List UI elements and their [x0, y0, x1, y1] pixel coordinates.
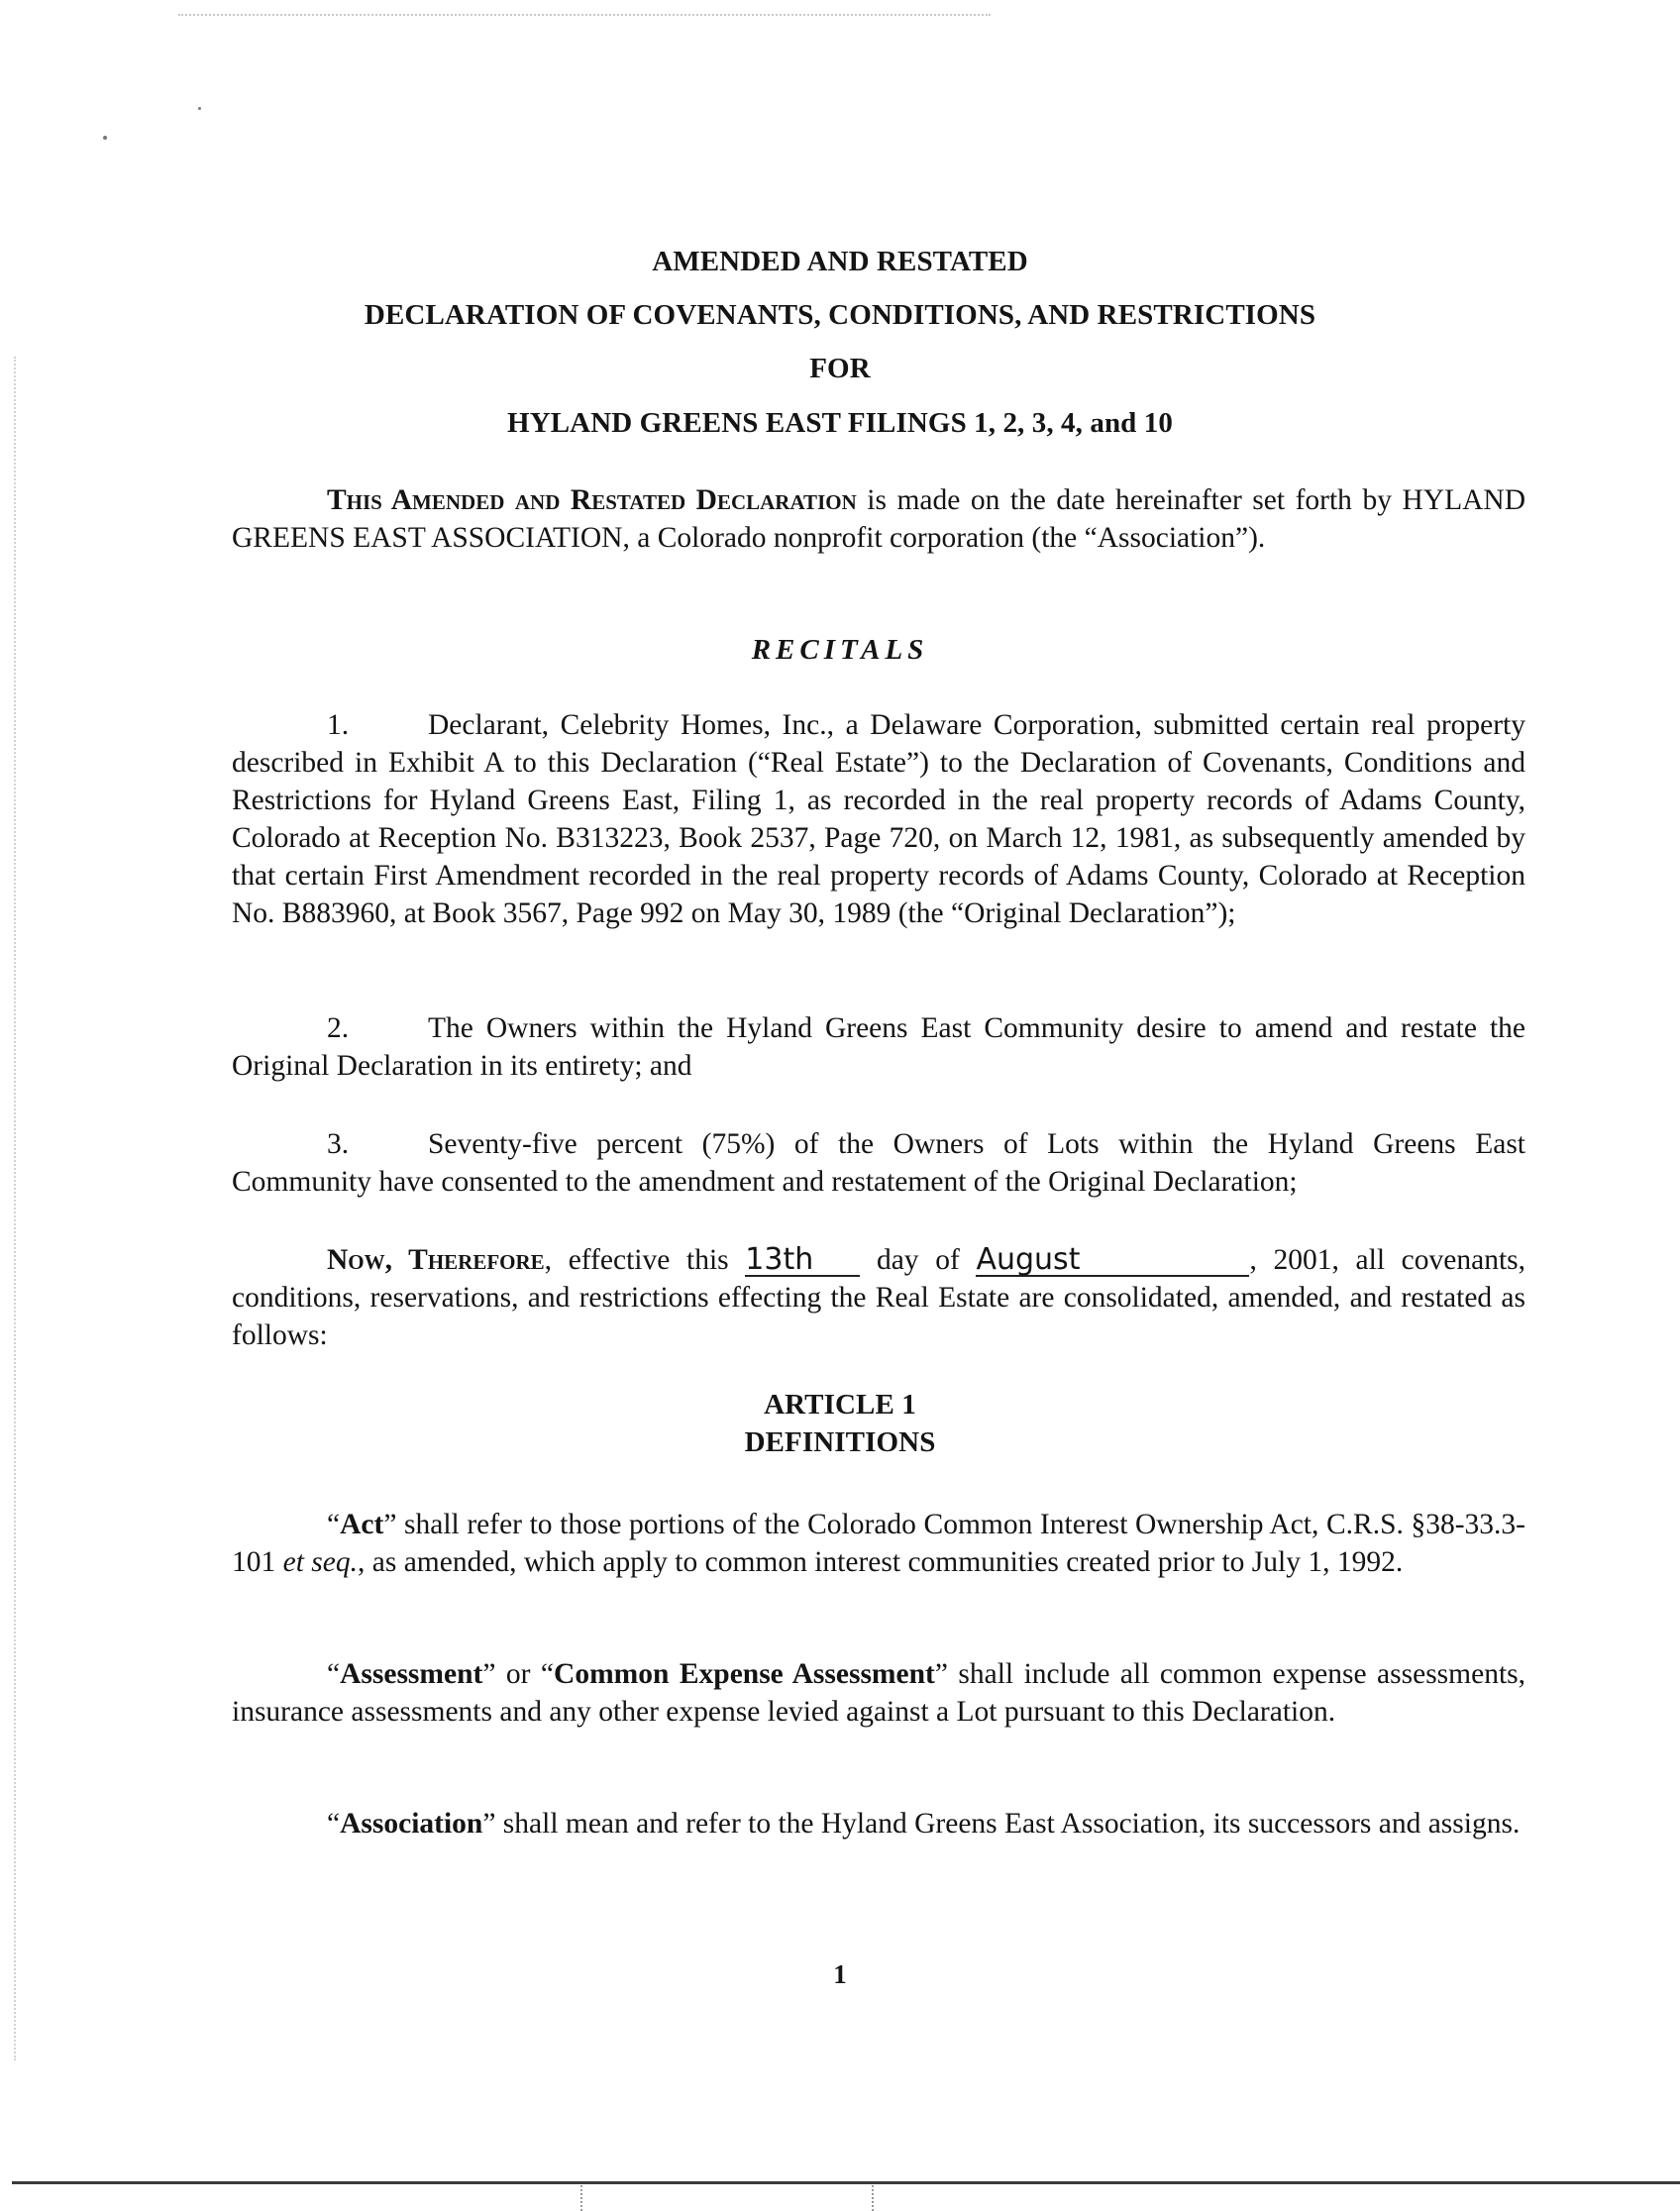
def-assess-quote-open: “ — [327, 1658, 341, 1690]
title-line-4: HYLAND GREENS EAST FILINGS 1, 2, 3, 4, and 10 — [507, 407, 1173, 439]
def-assessment-term: Assessment — [340, 1658, 483, 1690]
def-assess-or: ” or “ — [482, 1658, 555, 1690]
scan-speck — [103, 136, 107, 140]
def-association-term: Association — [340, 1808, 483, 1840]
def-act-text-1: ” shall refer to those portions of the Colorado Common Interest Ownership Act, C.R.S. §38-33.3-101 — [232, 1509, 1525, 1578]
intro-text: is made on the date hereinafter set forth by HYLAND GREENS EAST ASSOCIATION, a Colorado nonprofit corporation (the “Association”). — [232, 484, 1525, 554]
def-assoc-text: ” shall mean and refer to the Hyland Greens East Association, its successors and assigns. — [482, 1808, 1521, 1840]
handwritten-month: August — [976, 1245, 1249, 1277]
scan-artifact-top — [178, 14, 991, 16]
therefore-lead: Now, Therefore — [327, 1244, 545, 1276]
recital-2-number: 2. — [327, 1012, 350, 1044]
recital-3-number: 3. — [327, 1128, 350, 1160]
recital-3-text: Seventy-five percent (75%) of the Owners of Lots within the Hyland Greens East Community have consented to the amendment and restatement of the Original Declaration; — [232, 1128, 1525, 1198]
recital-2 — [232, 1009, 1525, 1085]
def-act-text-2: , as amended, which apply to common interest communities created prior to July 1, 1992. — [358, 1546, 1404, 1578]
therefore-paragraph — [232, 1241, 1525, 1354]
definition-association — [232, 1805, 1525, 1842]
title-line-3: FOR — [809, 353, 871, 384]
therefore-text-3: , 2001, all covenants, conditions, reservations, and restrictions effecting the Real Estate are consolidated, amended, and restated as follows: — [232, 1244, 1526, 1351]
def-act-quote-open: “ — [327, 1509, 341, 1540]
def-act-et-seq: et seq. — [282, 1546, 358, 1578]
recital-3 — [232, 1125, 1525, 1201]
scan-artifact-bottom-rule — [12, 2181, 1680, 2184]
recital-1-number: 1. — [327, 709, 350, 741]
scan-artifact-tick — [580, 2185, 582, 2211]
def-assess-text: ” shall include all common expense assessments, insurance assessments and any other expense levied against a Lot pursuant to this Declaration. — [232, 1658, 1526, 1728]
definition-assessment — [232, 1655, 1525, 1731]
therefore-text-2: day of — [876, 1244, 960, 1276]
page-number: 1 — [833, 1959, 847, 1989]
title-line-2: DECLARATION OF COVENANTS, CONDITIONS, AND RESTRICTIONS — [364, 299, 1316, 331]
title-line-1: AMENDED AND RESTATED — [652, 246, 1028, 277]
handwritten-day: 13th — [745, 1245, 860, 1277]
intro-paragraph — [232, 481, 1525, 557]
article-number: ARTICLE 1 — [764, 1389, 916, 1421]
scan-speck — [198, 107, 201, 110]
def-common-expense-term: Common Expense Assessment — [554, 1658, 935, 1690]
recital-1 — [232, 706, 1525, 932]
def-act-term: Act — [340, 1509, 384, 1540]
def-assoc-quote-open: “ — [327, 1808, 341, 1840]
scan-artifact-left-edge — [14, 357, 16, 2060]
article-title: DEFINITIONS — [744, 1426, 936, 1458]
therefore-text-1: , effective this — [544, 1244, 729, 1276]
recitals-heading: RECITALS — [751, 634, 929, 666]
definition-act — [232, 1506, 1525, 1581]
intro-lead: This Amended and Restated Declaration — [327, 484, 857, 516]
scan-artifact-tick — [872, 2185, 874, 2211]
recital-1-text: Declarant, Celebrity Homes, Inc., a Delaware Corporation, submitted certain real property described in Exhibit A to this Declaration (“Real Estate”) to the Declaration of Covenants, Conditions and Restrictions for Hyland Greens East, Filing 1, as recorded in the real property records of Adams County, Colorado at Reception No. B313223, Book 2537, Page 720, on March 12, 1981, as subsequently amended by that certain First Amendment recorded in the real property records of Adams County, Colorado at Reception No. B883960, at Book 3567, Page 992 on May 30, 1989 (the “Original Declaration”); — [232, 709, 1525, 929]
recital-2-text: The Owners within the Hyland Greens East Community desire to amend and restate the Original Declaration in its entirety; and — [232, 1012, 1525, 1082]
